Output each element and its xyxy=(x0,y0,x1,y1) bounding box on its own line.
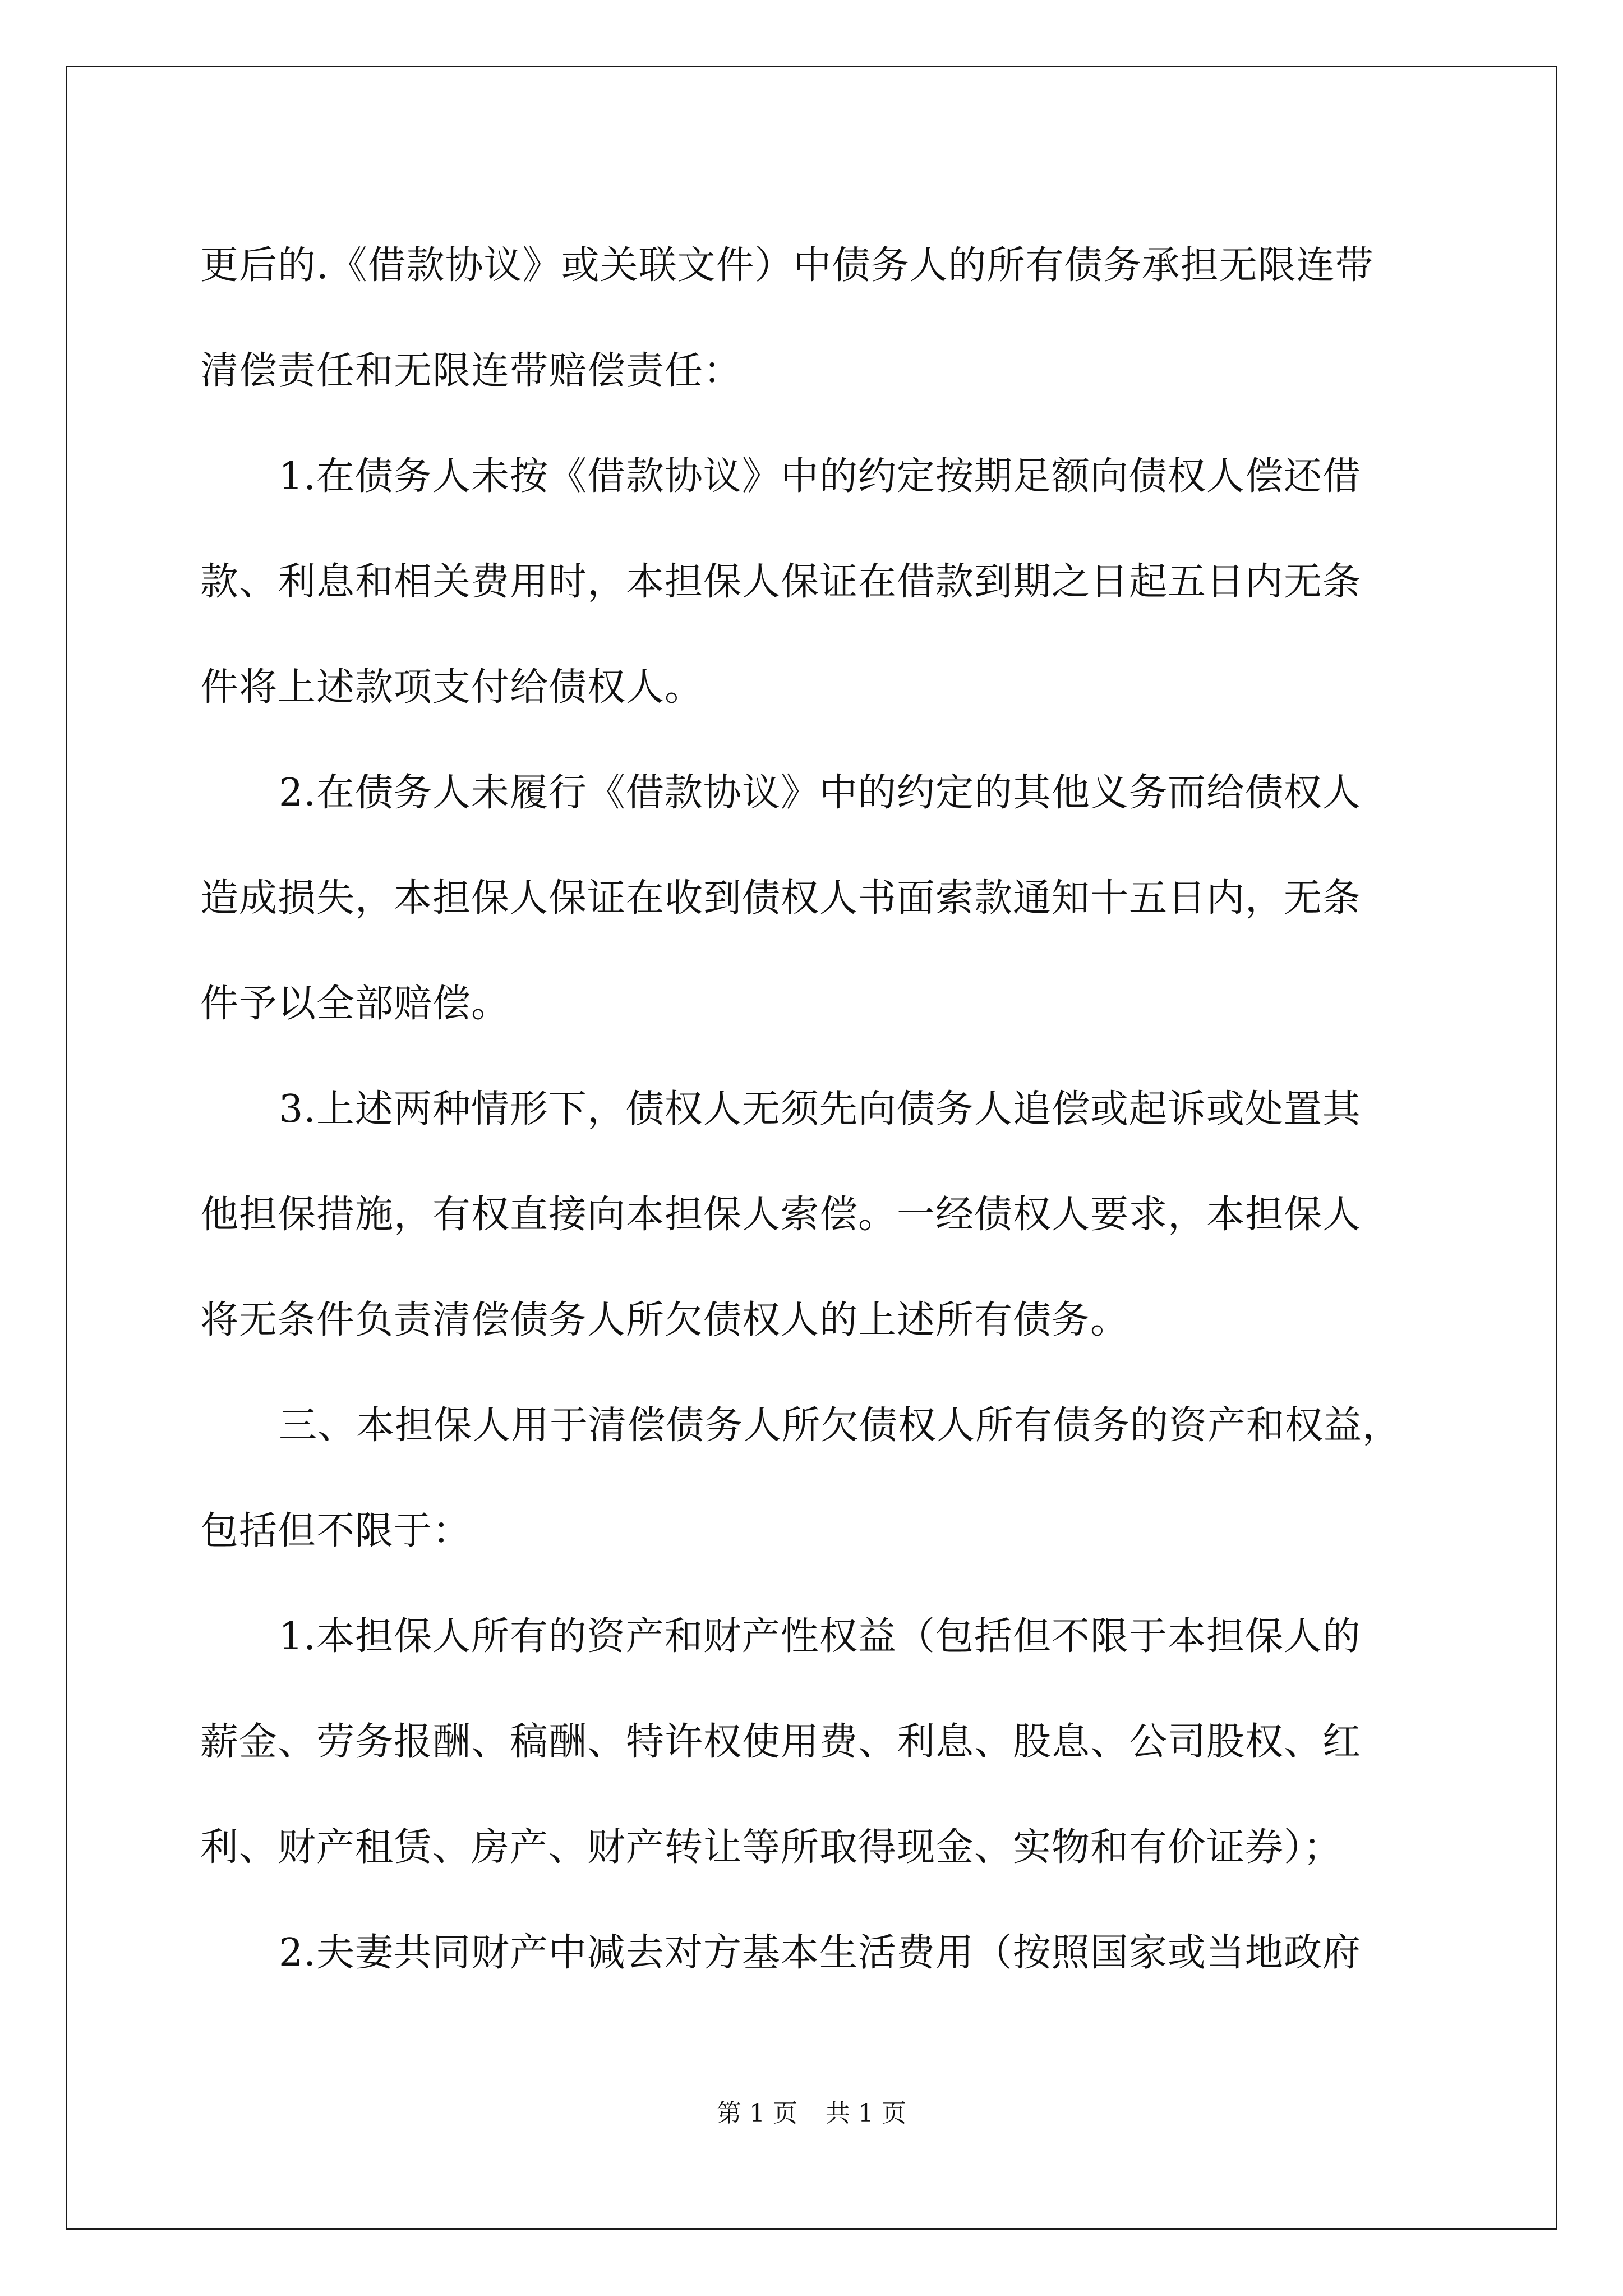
text-line: 他担保措施，有权直接向本担保人索偿。一经债权人要求，本担保人 xyxy=(200,1193,1362,1237)
text-line: 清偿责任和无限连带赔偿责任： xyxy=(200,349,743,393)
text-line: 将无条件负责清偿债务人所欠债权人的上述所有债务。 xyxy=(200,1298,1129,1342)
paragraph-start-line: 1.本担保人所有的资产和财产性权益（包括但不限于本担保人的 xyxy=(279,1614,1361,1659)
paragraph-start-line: 3.上述两种情形下，债权人无须先向债务人追偿或起诉或处置其 xyxy=(279,1087,1361,1131)
text-line: 薪金、劳务报酬、稿酬、特许权使用费、利息、股息、公司股权、红 xyxy=(200,1720,1362,1764)
paragraph-start-line: 2.夫妻共同财产中减去对方基本生活费用（按照国家或当地政府 xyxy=(279,1931,1361,1975)
paragraph-start-line: 2.在债务人未履行《借款协议》中的约定的其他义务而给债权人 xyxy=(279,771,1361,815)
paragraph-start-line: 1.在债务人未按《借款协议》中的约定按期足额向债权人偿还借 xyxy=(279,454,1361,499)
text-line: 款、利息和相关费用时，本担保人保证在借款到期之日起五日内无条 xyxy=(200,560,1362,604)
document-body xyxy=(200,213,1434,2006)
text-line: 造成损失，本担保人保证在收到债权人书面索款通知十五日内，无条 xyxy=(200,876,1362,921)
text-line: 件予以全部赔偿。 xyxy=(200,982,510,1026)
text-line: 件将上述款项支付给债权人。 xyxy=(200,665,704,710)
text-line: 包括但不限于： xyxy=(200,1509,472,1553)
paragraph-start-line: 三、本担保人用于清偿债务人所欠债权人所有债务的资产和权益， xyxy=(279,1404,1401,1448)
text-line: 利、财产租赁、房产、财产转让等所取得现金、实物和有价证券）； xyxy=(200,1825,1343,1870)
text-line: 更后的.《借款协议》或关联文件）中债务人的所有债务承担无限连带 xyxy=(200,243,1374,288)
page-footer xyxy=(0,2097,1623,2131)
page-number: 第 1 页 xyxy=(717,2099,797,2128)
page-total: 共 1 页 xyxy=(826,2099,906,2128)
